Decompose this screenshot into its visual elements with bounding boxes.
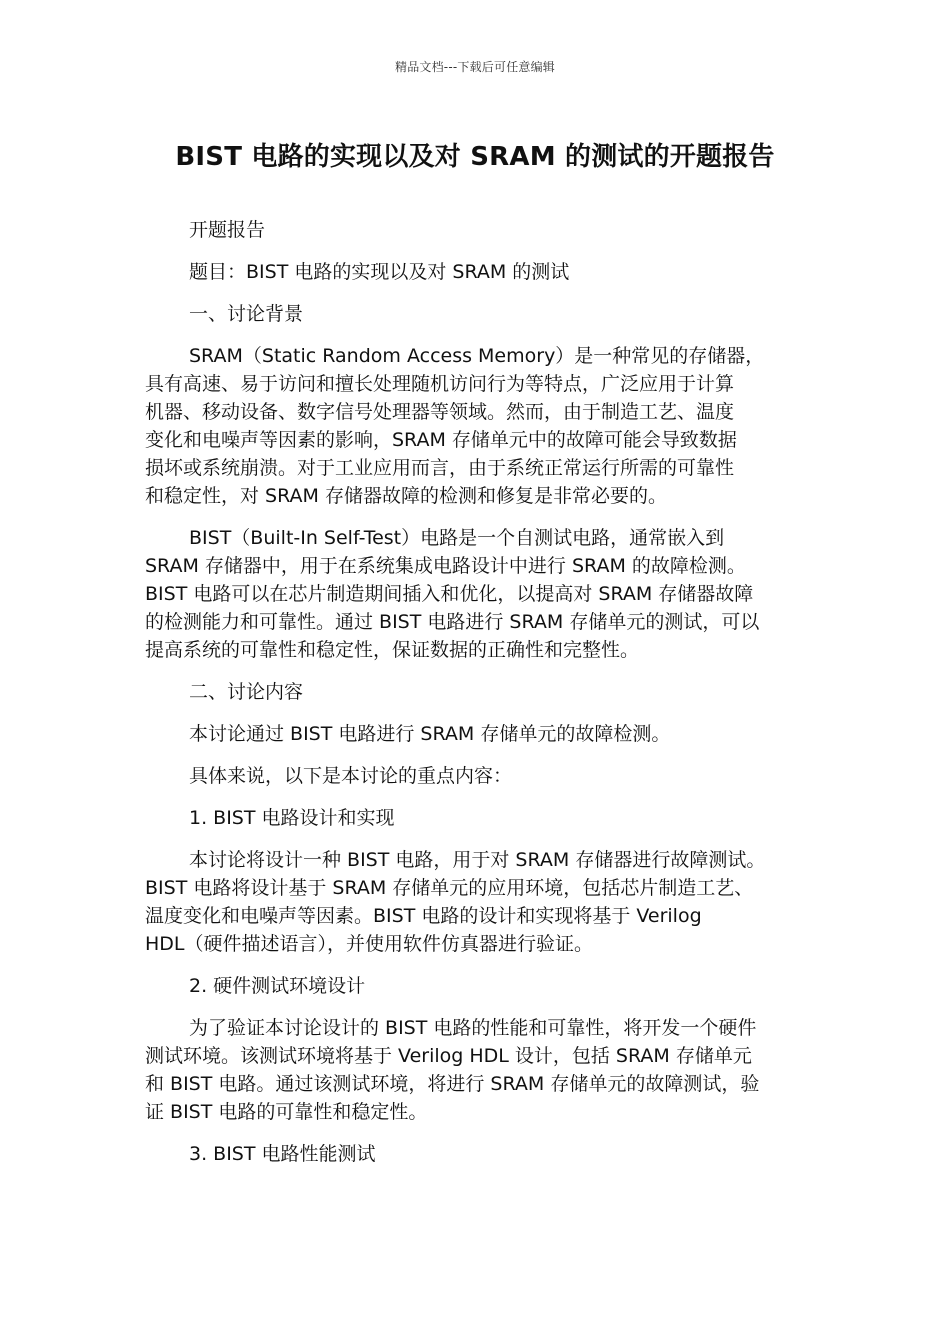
document-title: BIST 电路的实现以及对 SRAM 的测试的开题报告 xyxy=(175,142,775,172)
paragraph-line: 的检测能力和可靠性。通过 BIST 电路进行 SRAM 存储单元的测试，可以 xyxy=(145,611,760,633)
header-note: 精品文档---下载后可任意编辑 xyxy=(395,60,555,74)
paragraph-line: SRAM 存储器中，用于在系统集成电路设计中进行 SRAM 的故障检测。 xyxy=(145,555,746,577)
paragraph xyxy=(145,258,810,286)
paragraph xyxy=(145,720,810,748)
paragraph-line: BIST 电路可以在芯片制造期间插入和优化，以提高对 SRAM 存储器故障 xyxy=(145,583,754,605)
paragraph xyxy=(145,762,810,790)
paragraph-line: 具体来说，以下是本讨论的重点内容： xyxy=(189,765,513,787)
paragraph xyxy=(145,1014,810,1126)
paragraph-line: BIST（Built-In Self-Test）电路是一个自测试电路，通常嵌入到 xyxy=(189,527,725,549)
paragraph-line: 测试环境。该测试环境将基于 Verilog HDL 设计，包括 SRAM 存储单元 xyxy=(145,1045,752,1067)
paragraph-line: 机器、移动设备、数字信号处理器等领域。然而，由于制造工艺、温度 xyxy=(145,401,735,423)
paragraph xyxy=(145,216,810,244)
document-body xyxy=(145,216,810,1168)
paragraph-line: 证 BIST 电路的可靠性和稳定性。 xyxy=(145,1101,428,1123)
paragraph-line: 和稳定性，对 SRAM 存储器故障的检测和修复是非常必要的。 xyxy=(145,485,667,507)
paragraph xyxy=(145,342,810,510)
paragraph-line: 开题报告 xyxy=(189,219,266,241)
paragraph-line: 题目：BIST 电路的实现以及对 SRAM 的测试 xyxy=(189,261,570,283)
subsection-heading xyxy=(145,804,810,832)
paragraph xyxy=(145,846,810,958)
paragraph-line: 为了验证本讨论设计的 BIST 电路的性能和可靠性，将开发一个硬件 xyxy=(189,1017,757,1039)
subsection-heading xyxy=(145,972,810,1000)
paragraph-line: 变化和电噪声等因素的影响，SRAM 存储单元中的故障可能会导致数据 xyxy=(145,429,737,451)
paragraph-line: 一、讨论背景 xyxy=(189,303,304,325)
paragraph xyxy=(145,524,810,664)
paragraph-line: 本讨论通过 BIST 电路进行 SRAM 存储单元的故障检测。 xyxy=(189,723,671,745)
paragraph-line: 损坏或系统崩溃。对于工业应用而言，由于系统正常运行所需的可靠性 xyxy=(145,457,735,479)
section-heading xyxy=(145,300,810,328)
paragraph-line: 具有高速、易于访问和擅长处理随机访问行为等特点，广泛应用于计算 xyxy=(145,373,735,395)
paragraph-line: 2. 硬件测试环境设计 xyxy=(189,975,366,997)
paragraph-line: HDL（硬件描述语言），并使用软件仿真器进行验证。 xyxy=(145,933,594,955)
paragraph-line: 1. BIST 电路设计和实现 xyxy=(189,807,395,829)
paragraph-line: 3. BIST 电路性能测试 xyxy=(189,1143,376,1165)
paragraph-line: SRAM（Static Random Access Memory）是一种常见的存储器， xyxy=(189,345,765,367)
paragraph-line: BIST 电路将设计基于 SRAM 存储单元的应用环境，包括芯片制造工艺、 xyxy=(145,877,754,899)
paragraph-line: 提高系统的可靠性和稳定性，保证数据的正确性和完整性。 xyxy=(145,639,640,661)
paragraph-line: 二、讨论内容 xyxy=(189,681,304,703)
paragraph-line: 和 BIST 电路。通过该测试环境，将进行 SRAM 存储单元的故障测试，验 xyxy=(145,1073,760,1095)
subsection-heading xyxy=(145,1140,810,1168)
paragraph-line: 本讨论将设计一种 BIST 电路，用于对 SRAM 存储器进行故障测试。 xyxy=(189,849,766,871)
section-heading xyxy=(145,678,810,706)
paragraph-line: 温度变化和电噪声等因素。BIST 电路的设计和实现将基于 Verilog xyxy=(145,905,702,927)
